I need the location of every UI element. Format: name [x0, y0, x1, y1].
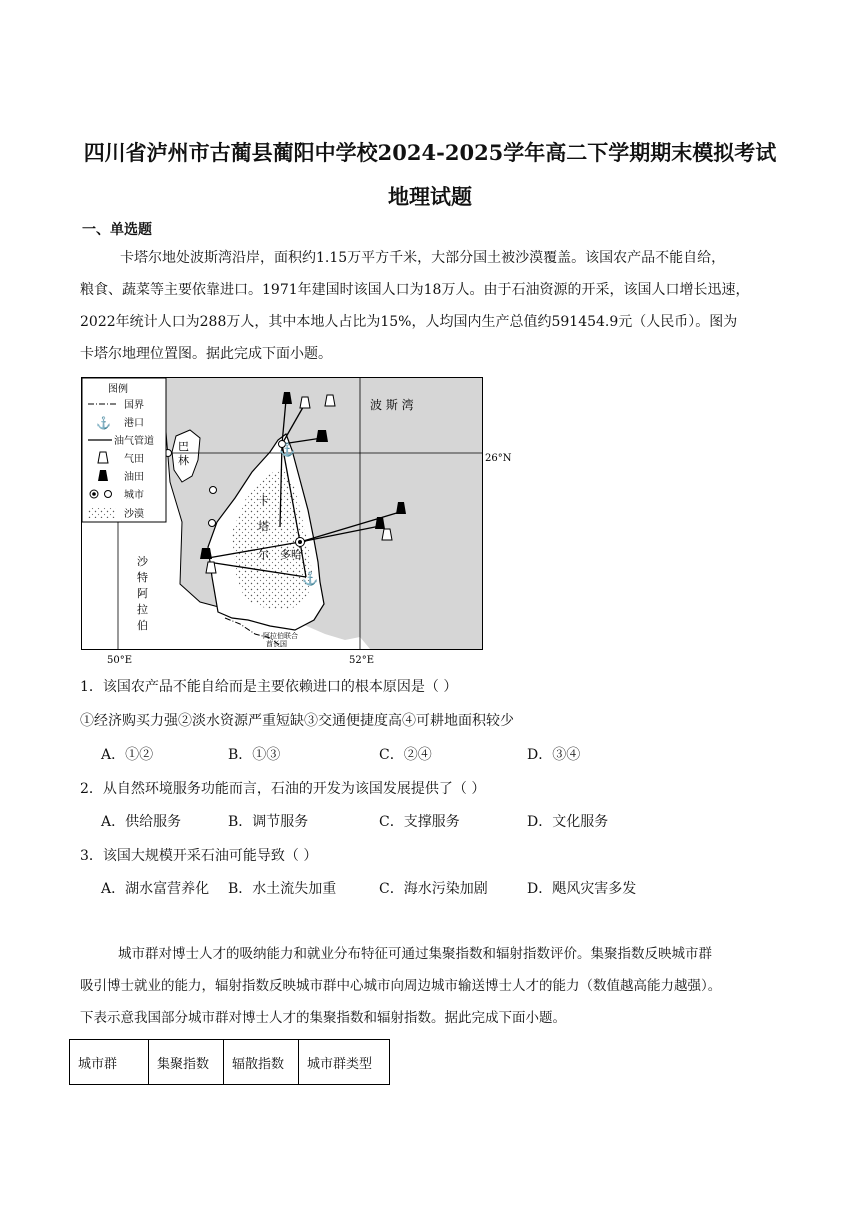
doha-city-dot [298, 540, 302, 544]
passage-2-line: 城市群对博士人才的吸纳能力和就业分布特征可通过集聚指数和辐射指数评价。集聚指数反映城市群 [118, 946, 712, 962]
desert-legend-icon [88, 508, 116, 518]
capital-legend-dot [92, 492, 96, 496]
passage-1-line: 卡塔尔地理位置图。据此完成下面小题。 [80, 346, 332, 362]
option-d[interactable]: D．文化服务 [527, 814, 609, 830]
table-header-cell: 城市群 [70, 1040, 149, 1085]
option-c[interactable]: C．支撑服务 [379, 814, 460, 830]
qatar-location-map [70, 372, 520, 668]
passage-1-line: 2022年统计人口为288万人，其中本地人占比为15%，人均国内生产总值约591454.9元（人民币）。图为 [80, 314, 738, 330]
section-heading: 一、单选题 [82, 222, 152, 238]
port-icon: ⚓ [279, 443, 296, 458]
label-persian-gulf: 波 斯 湾 [370, 398, 414, 412]
label-qatar: 卡 [258, 494, 269, 507]
question-2-options [101, 811, 608, 831]
legend-item: 港口 [124, 418, 144, 429]
label-bahrain: 林 [178, 454, 189, 467]
passage-2-line: 吸引博士就业的能力，辐射指数反映城市群中心城市向周边城市输送博士人才的能力（数值越高能力越强）。 [80, 978, 722, 994]
label-saudi: 特 [137, 571, 148, 584]
question-1-options [101, 744, 580, 764]
option-c[interactable]: C．②④ [379, 747, 432, 763]
legend-item: 气田 [124, 454, 144, 465]
port-icon: ⚓ [302, 572, 319, 587]
legend-item: 油气管道 [114, 436, 154, 447]
option-d[interactable]: D．③④ [527, 747, 581, 763]
passage-2-line: 下表示意我国部分城市群对博士人才的集聚指数和辐射指数。据此完成下面小题。 [80, 1010, 566, 1026]
label-qatar: 塔 [258, 520, 269, 533]
option-a[interactable]: A．①② [101, 747, 154, 763]
document-subtitle: 地理试题 [388, 184, 472, 209]
document-title: 四川省泸州市古蔺县蔺阳中学校2024-2025学年高二下学期期末模拟考试 [83, 140, 777, 165]
table-header-cell: 集聚指数 [149, 1040, 224, 1085]
passage-1 [80, 242, 780, 370]
legend-item: 国界 [124, 400, 144, 411]
passage-1-line: 卡塔尔地处波斯湾沿岸，面积约1.15万平方千米，大部分国土被沙漠覆盖。该国农产品不能自给， [120, 250, 726, 266]
label-lon-50: 50°E [107, 655, 133, 666]
question-2-stem: 2．从自然环境服务功能而言，石油的开发为该国发展提供了（ ） [80, 781, 486, 797]
legend-item: 沙漠 [124, 509, 144, 520]
label-lon-52: 52°E [349, 655, 375, 666]
label-saudi: 伯 [137, 619, 148, 632]
label-saudi: 沙 [137, 555, 148, 568]
table-header-cell: 辐散指数 [224, 1040, 299, 1085]
question-1-stem: 1．该国农产品不能自给而是主要依赖进口的根本原因是（ ） [80, 679, 458, 695]
passage-1-line: 粮食、蔬菜等主要依靠进口。1971年建国时该国人口为18万人。由于石油资源的开采，该国人口增长迅速， [80, 282, 750, 298]
option-b[interactable]: B．水土流失加重 [228, 881, 337, 897]
label-doha: 多哈 [280, 548, 302, 561]
option-a[interactable]: A．湖水富营养化 [101, 881, 210, 897]
label-uae: 酋长国 [266, 640, 287, 648]
option-b[interactable]: B．①③ [228, 747, 281, 763]
city-cluster-table [69, 1039, 390, 1085]
legend-title: 图例 [108, 384, 128, 395]
question-3-options [101, 878, 636, 898]
option-a[interactable]: A．供给服务 [101, 814, 182, 830]
label-qatar: 尔 [258, 548, 269, 561]
table-header-cell: 城市群类型 [299, 1040, 390, 1085]
option-c[interactable]: C．海水污染加剧 [379, 881, 488, 897]
label-saudi: 阿 [137, 587, 148, 600]
passage-2 [80, 938, 790, 1034]
legend-item: 城市 [124, 490, 144, 501]
gas-field-legend-icon [98, 452, 108, 463]
label-bahrain: 巴 [178, 440, 189, 453]
label-lat-26: 26°N [485, 453, 512, 464]
question-3-stem: 3．该国大规模开采石油可能导致（ ） [80, 848, 318, 864]
option-b[interactable]: B．调节服务 [228, 814, 309, 830]
legend-item: 油田 [124, 472, 144, 483]
question-1-statements: ①经济购买力强②淡水资源严重短缺③交通便捷度高④可耕地面积较少 [80, 713, 514, 729]
table-header-row [70, 1040, 390, 1085]
label-saudi: 拉 [137, 603, 148, 616]
option-d[interactable]: D．飓风灾害多发 [527, 881, 637, 897]
city-legend-icon [105, 491, 112, 498]
label-uae: 阿拉伯联合 [263, 632, 298, 640]
port-legend-icon: ⚓ [96, 416, 111, 430]
